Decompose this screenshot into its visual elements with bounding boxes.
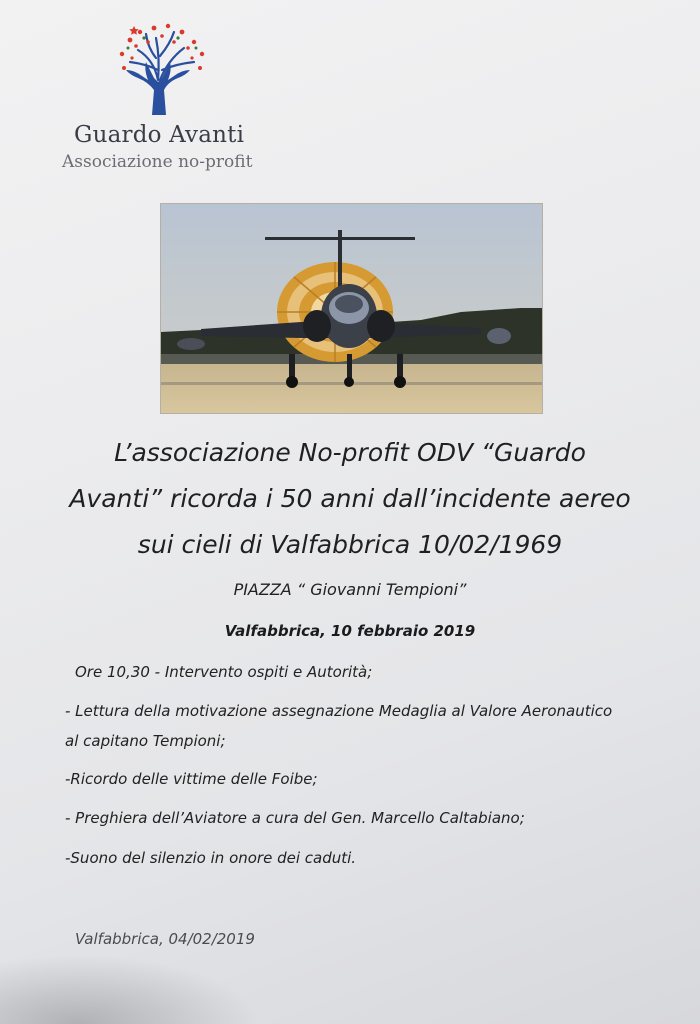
headline-line-1: L’associazione No-profit ODV “Guardo: [114, 438, 586, 467]
tree-hands-logo-icon: [108, 20, 216, 120]
program-item-2a: - Lettura della motivazione assegnazione Medaglia al Valore Aeronautico: [65, 702, 613, 720]
program-item-4: - Preghiera dell’Aviatore a cura del Gen. Marcello Caltabiano;: [65, 809, 525, 827]
logo-subtitle: Associazione no-profit: [62, 152, 253, 172]
logo-name: Guardo Avanti: [74, 122, 245, 148]
headline: [40, 430, 660, 568]
headline-line-3: sui cieli di Valfabbrica 10/02/1969: [137, 530, 563, 559]
event-place: PIAZZA “ Giovanni Tempioni”: [233, 580, 467, 599]
jet-aircraft-photo: [160, 203, 543, 414]
jet-aircraft-photo-icon: [161, 204, 543, 414]
program-item-2b: al capitano Tempioni;: [65, 732, 226, 750]
association-logo: [60, 20, 290, 180]
footer-date: Valfabbrica, 04/02/2019: [75, 930, 255, 948]
program-item-5: -Suono del silenzio in onore dei caduti.: [65, 849, 357, 867]
event-date: Valfabbrica, 10 febbraio 2019: [224, 622, 476, 640]
program-item-3: -Ricordo delle vittime delle Foibe;: [65, 770, 318, 788]
headline-line-2: Avanti” ricorda i 50 anni dall’incidente aereo: [69, 484, 631, 513]
program-item-1: Ore 10,30 - Intervento ospiti e Autorità;: [75, 663, 373, 681]
